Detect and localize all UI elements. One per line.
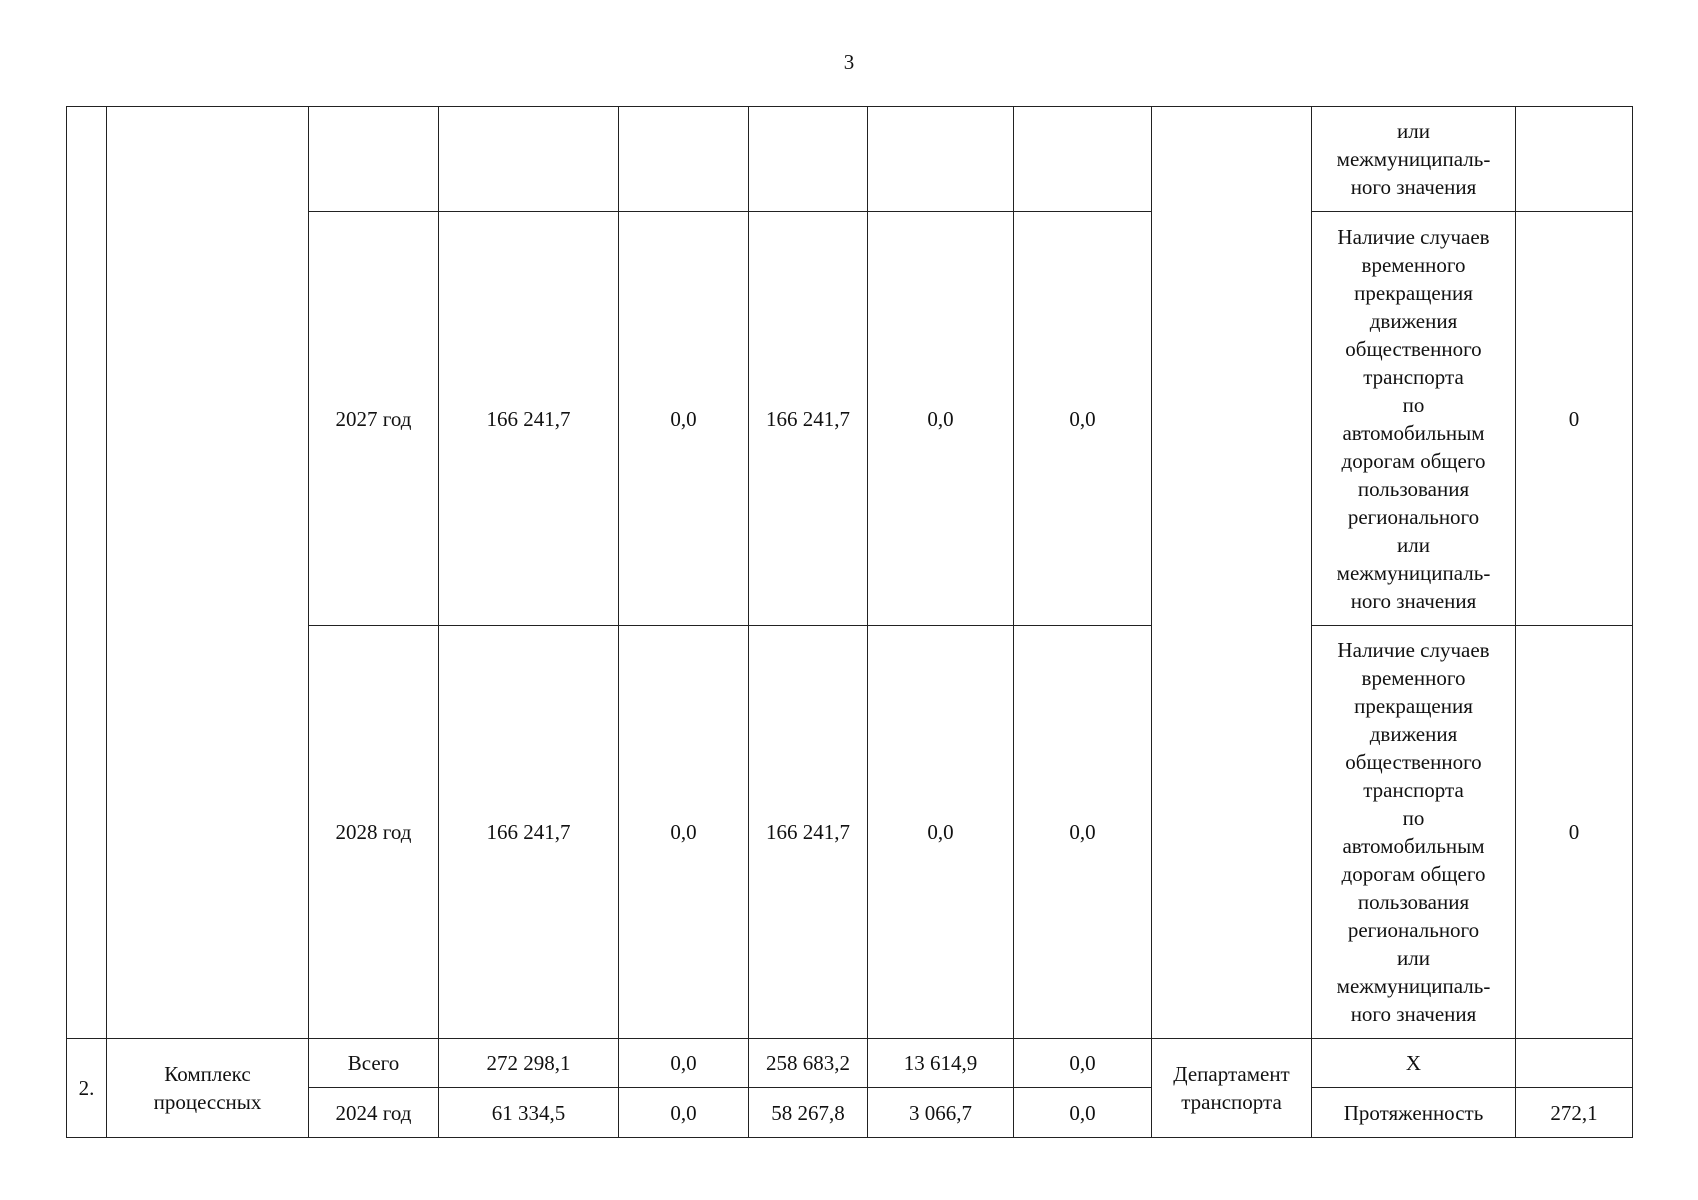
year-cell: Всего (309, 1039, 439, 1088)
total-cell: 166 241,7 (439, 212, 619, 626)
other-cell: 0,0 (1014, 626, 1152, 1039)
indicator-value-cell (1516, 107, 1633, 212)
indicator-cell: Х (1312, 1039, 1516, 1088)
table-row (67, 1039, 1633, 1088)
program-table (66, 106, 1633, 1138)
other-cell (1014, 107, 1152, 212)
other-cell: 0,0 (1014, 1039, 1152, 1088)
total-cell: 272 298,1 (439, 1039, 619, 1088)
table-row (67, 107, 1633, 212)
federal-cell: 0,0 (619, 626, 749, 1039)
federal-cell (619, 107, 749, 212)
year-cell (309, 107, 439, 212)
local-cell (868, 107, 1014, 212)
federal-cell: 0,0 (619, 212, 749, 626)
activity-name-cell (107, 107, 309, 1039)
regional-cell: 58 267,8 (749, 1088, 868, 1138)
total-cell: 61 334,5 (439, 1088, 619, 1138)
indicator-cell: Протяженность (1312, 1088, 1516, 1138)
total-cell (439, 107, 619, 212)
indicator-cell: Наличие случаев временного прекращения движения общественного транспорта по автомобильным дорогам общего пользования регионального или межмуниципаль- ного значения (1312, 212, 1516, 626)
responsible-cell: Департамент транспорта (1152, 1039, 1312, 1138)
indicator-value-cell (1516, 1039, 1633, 1088)
total-cell: 166 241,7 (439, 626, 619, 1039)
regional-cell: 258 683,2 (749, 1039, 868, 1088)
page-number: 3 (843, 50, 855, 74)
indicator-value-cell: 0 (1516, 626, 1633, 1039)
federal-cell: 0,0 (619, 1039, 749, 1088)
regional-cell: 166 241,7 (749, 626, 868, 1039)
indicator-cell: или межмуниципаль- ного значения (1312, 107, 1516, 212)
indicator-cell: Наличие случаев временного прекращения движения общественного транспорта по автомобильным дорогам общего пользования регионального или межмуниципаль- ного значения (1312, 626, 1516, 1039)
year-cell: 2024 год (309, 1088, 439, 1138)
local-cell: 3 066,7 (868, 1088, 1014, 1138)
activity-name-cell: Комплекс процессных (107, 1039, 309, 1138)
other-cell: 0,0 (1014, 212, 1152, 626)
indicator-value-cell: 0 (1516, 212, 1633, 626)
regional-cell (749, 107, 868, 212)
year-cell: 2027 год (309, 212, 439, 626)
federal-cell: 0,0 (619, 1088, 749, 1138)
row-number-cell (67, 107, 107, 1039)
row-number-cell: 2. (67, 1039, 107, 1138)
local-cell: 0,0 (868, 212, 1014, 626)
indicator-value-cell: 272,1 (1516, 1088, 1633, 1138)
local-cell: 13 614,9 (868, 1039, 1014, 1088)
local-cell: 0,0 (868, 626, 1014, 1039)
year-cell: 2028 год (309, 626, 439, 1039)
regional-cell: 166 241,7 (749, 212, 868, 626)
responsible-cell (1152, 107, 1312, 1039)
other-cell: 0,0 (1014, 1088, 1152, 1138)
